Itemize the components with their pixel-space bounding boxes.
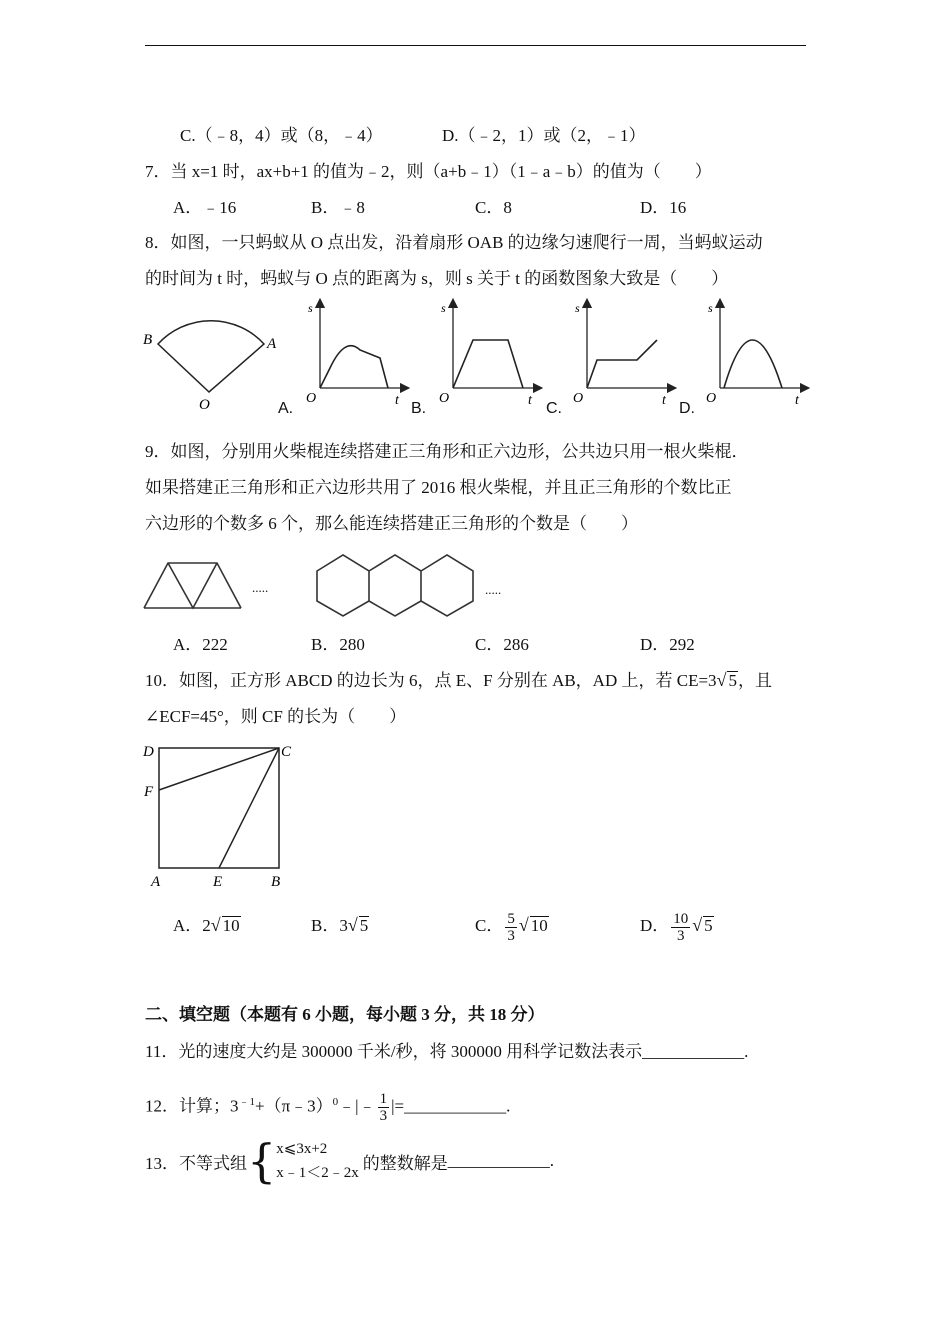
q13-prefix: 13．不等式组 xyxy=(145,1153,247,1173)
q10-option-b[interactable] xyxy=(311,915,369,936)
q10-square-figure xyxy=(140,740,300,892)
sector-outline xyxy=(158,321,264,392)
q13-system xyxy=(276,1137,359,1185)
q12-sup1: ﹣1 xyxy=(238,1096,255,1108)
q13-suffix: 的整数解是 xyxy=(362,1153,448,1173)
q13-ineq1: x⩽3x+2 xyxy=(276,1141,328,1157)
q9-option-c[interactable]: C．286 xyxy=(475,635,529,654)
q10-stem-suffix: ，且 xyxy=(737,671,772,690)
q9-stem-line3: 六边形的个数多 6 个，那么能连续搭建正三角形的个数是（ ） xyxy=(145,514,638,533)
graph-c-o: O xyxy=(573,391,584,406)
graph-b-t: t xyxy=(528,393,532,408)
q10-option-c-rad: 10 xyxy=(530,916,548,935)
section2-title: 二、填空题（本题有 6 小题，每小题 3 分，共 18 分） xyxy=(145,1005,545,1024)
q9-hexagons-figure xyxy=(313,550,478,620)
q10-option-c-num: 5 xyxy=(507,910,515,927)
graph-d-o: O xyxy=(706,391,717,406)
label-b: B xyxy=(271,874,281,890)
graph-d-curve xyxy=(724,340,782,388)
sector-label-b: B xyxy=(143,332,153,348)
q9-option-a[interactable]: A．222 xyxy=(173,635,228,654)
q13-blank[interactable]: ____________ xyxy=(447,1151,550,1170)
brace-icon: { xyxy=(247,1134,277,1188)
q9-option-d[interactable]: D．292 xyxy=(640,635,695,654)
label-e: E xyxy=(213,874,223,890)
q10-stem-line1 xyxy=(145,670,772,691)
q6-option-d[interactable]: D.（﹣2，1）或（2，﹣1） xyxy=(442,126,646,145)
graph-c-curve xyxy=(587,340,657,388)
q8-option-d[interactable]: D. xyxy=(679,400,695,417)
sqrt-icon: √ xyxy=(716,670,727,690)
q7-option-d[interactable]: D．16 xyxy=(640,198,687,217)
sqrt-icon: √ xyxy=(210,915,221,935)
q12-end: . xyxy=(506,1096,511,1116)
q7-option-c[interactable]: C．8 xyxy=(475,198,512,217)
q8-option-c[interactable]: C. xyxy=(546,400,562,417)
q12-den: 3 xyxy=(379,1108,388,1125)
q9-triangles-figure xyxy=(140,555,250,615)
q10-option-b-rad: 5 xyxy=(359,916,369,935)
q10-stem-radicand: 5 xyxy=(728,671,737,690)
q8-graph-d xyxy=(700,298,810,413)
label-a: A xyxy=(151,874,161,890)
q8-stem-line1: 8．如图，一只蚂蚁从 O 点出发，沿着扇形 OAB 的边缘匀速爬行一周，当蚂蚁运动 xyxy=(145,233,763,252)
graph-c-t: t xyxy=(662,393,666,408)
q8-graph-a xyxy=(300,298,410,413)
q10-option-b-label: B． xyxy=(311,916,340,935)
graph-a-t: t xyxy=(395,393,399,408)
q8-option-b[interactable]: B. xyxy=(411,400,427,417)
q10-stem-line2: ∠ECF=45°，则 CF 的长为（ ） xyxy=(145,707,407,726)
q8-graph-b xyxy=(433,298,543,413)
q10-option-c[interactable] xyxy=(475,905,549,946)
q10-option-b-coef: 3 xyxy=(339,916,348,935)
graph-a-o: O xyxy=(306,391,317,406)
q12-prefix: 12．计算；3 xyxy=(145,1096,239,1116)
q12-fraction xyxy=(378,1091,390,1124)
q9-stem-line1: 9．如图，分别用火柴棍连续搭建正三角形和正六边形，公共边只用一根火柴棍． xyxy=(145,442,749,461)
q10-option-c-den: 3 xyxy=(507,927,515,944)
sqrt-icon: √ xyxy=(347,915,358,935)
q10-option-a[interactable] xyxy=(173,915,241,936)
hexagon-row xyxy=(317,555,473,616)
q9-hexagons-dots: ..... xyxy=(485,582,502,597)
q7-option-b[interactable]: B．﹣8 xyxy=(311,198,365,217)
q8-sector-figure xyxy=(140,315,285,415)
q8-option-a[interactable]: A. xyxy=(278,400,294,417)
q12-suffix: |= xyxy=(391,1096,405,1116)
q13-ineq2: x﹣1＜2﹣2x xyxy=(276,1165,359,1181)
graph-a-s: s xyxy=(308,301,313,315)
q10-option-d-rad: 5 xyxy=(704,916,713,935)
q7-option-a[interactable]: A．﹣16 xyxy=(173,198,237,217)
q9-triangles-dots: ..... xyxy=(252,580,269,595)
graph-c-s: s xyxy=(575,301,580,315)
q11-blank[interactable]: ____________ xyxy=(642,1042,745,1061)
q9-stem-line2: 如果搭建正三角形和正六边形共用了 2016 根火柴棍，并且正三角形的个数比正 xyxy=(145,478,732,497)
q10-option-c-label: C． xyxy=(475,916,504,935)
q12-num: 1 xyxy=(379,1091,388,1108)
q11 xyxy=(145,1042,748,1062)
graph-d-s: s xyxy=(708,301,713,315)
q10-stem-prefix: 10．如图，正方形 ABCD 的边长为 6，点 E、F 分别在 AB，AD 上，若 CE=3 xyxy=(145,671,717,690)
q10-option-d-num: 10 xyxy=(673,910,689,927)
graph-b-o: O xyxy=(439,391,450,406)
q9-option-b[interactable]: B．280 xyxy=(311,635,365,654)
triangle-row xyxy=(144,563,241,608)
q10-option-d-fraction xyxy=(671,911,690,944)
q13-end: . xyxy=(549,1151,555,1170)
graph-d-t: t xyxy=(795,393,799,408)
graph-a-curve xyxy=(320,346,388,388)
label-d: D xyxy=(143,744,154,760)
q13 xyxy=(145,1133,554,1189)
graph-b-curve xyxy=(453,340,523,388)
q10-option-a-coef: 2 xyxy=(202,916,211,935)
q10-option-c-fraction xyxy=(505,911,517,944)
header-rule xyxy=(145,45,806,46)
graph-b-s: s xyxy=(441,301,446,315)
q10-option-d[interactable] xyxy=(640,905,714,946)
q12-mid: +（π﹣3） xyxy=(255,1096,333,1116)
q12-sup2: 0 xyxy=(332,1096,339,1108)
q10-option-a-label: A． xyxy=(173,916,203,935)
sector-label-o: O xyxy=(199,397,210,413)
q12-blank[interactable]: ____________ xyxy=(404,1096,507,1116)
q10-option-d-den: 3 xyxy=(677,927,685,944)
sector-label-a: A xyxy=(267,336,277,352)
q8-graph-c xyxy=(567,298,677,413)
q7-stem: 7．当 x=1 时，ax+b+1 的值为﹣2，则（a+b﹣1）（1﹣a﹣b）的值为（ ） xyxy=(145,162,712,181)
q11-text: 11．光的速度大约是 300000 千米/秒，将 300000 用科学记数法表示 xyxy=(145,1042,643,1061)
q11-end: . xyxy=(744,1042,749,1061)
q12-mid2: ﹣|﹣ xyxy=(338,1096,376,1116)
q6-option-c[interactable]: C.（﹣8，4）或（8，﹣4） xyxy=(180,126,383,145)
label-c: C xyxy=(281,744,292,760)
q8-stem-line2: 的时间为 t 时，蚂蚁与 O 点的距离为 s，则 s 关于 t 的函数图象大致是（ ） xyxy=(145,269,729,288)
label-f: F xyxy=(144,784,154,800)
sqrt-icon: √ xyxy=(518,915,529,935)
q12 xyxy=(145,1082,510,1127)
q10-option-a-rad: 10 xyxy=(222,916,240,935)
square-abcd xyxy=(159,748,279,868)
sqrt-icon: √ xyxy=(692,915,703,935)
q10-option-d-label: D． xyxy=(640,916,670,935)
